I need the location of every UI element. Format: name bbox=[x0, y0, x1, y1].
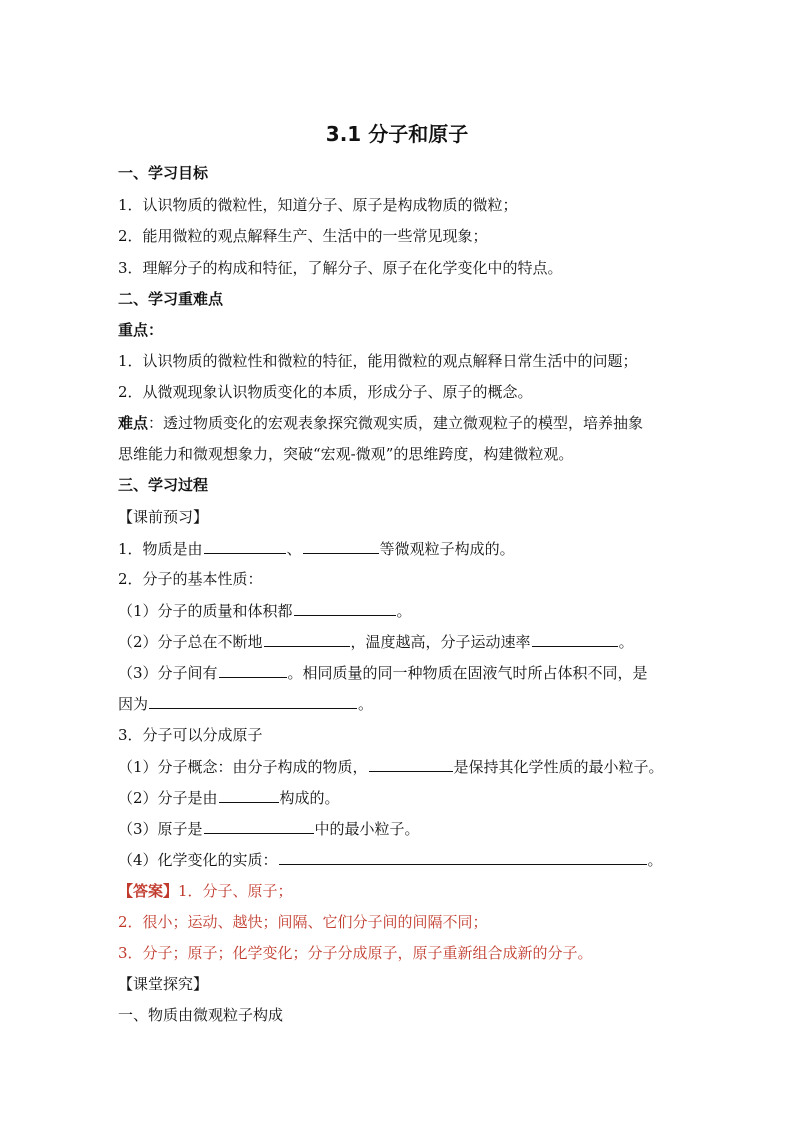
section-heading-keypoints: 二、学习重难点 bbox=[118, 290, 224, 308]
question-3-3-text-b: 中的最小粒子。 bbox=[314, 820, 420, 838]
answer-1: 1．分子、原子； bbox=[178, 882, 293, 900]
question-3-1-text-a: （1）分子概念：由分子构成的物质， bbox=[118, 758, 368, 776]
fill-blank[interactable] bbox=[204, 818, 314, 834]
key-item-1: 1．认识物质的微粒性和微粒的特征，能用微粒的观点解释日常生活中的问题； bbox=[118, 352, 638, 370]
fill-blank[interactable] bbox=[219, 787, 279, 803]
page-title: 3.1 分子和原子 bbox=[325, 122, 469, 146]
question-2-2-text-a: （2）分子总在不断地 bbox=[118, 633, 263, 651]
preview-label: 【课前预习】 bbox=[118, 508, 209, 526]
answer-label: 【答案】 bbox=[118, 882, 179, 900]
question-2-2-text-c: 。 bbox=[618, 633, 634, 651]
objective-item-1: 1．认识物质的微粒性，知道分子、原子是构成物质的微粒； bbox=[118, 196, 518, 214]
key-item-2: 2．从微观现象认识物质变化的本质，形成分子、原子的概念。 bbox=[118, 383, 533, 401]
question-2-1 bbox=[118, 600, 684, 621]
difficulty-line-2: 思维能力和微观想象力，突破“宏观-微观”的思维跨度，构建微粒观。 bbox=[118, 445, 574, 463]
question-3-2 bbox=[118, 787, 684, 808]
question-2-3-text-c: 因为 bbox=[118, 695, 149, 713]
question-1-sep: 、 bbox=[286, 540, 302, 558]
question-3-4-text-b: 。 bbox=[647, 851, 663, 869]
question-3-2-text-b: 构成的。 bbox=[279, 789, 340, 807]
question-2-2-text-b: ，温度越高，分子运动速率 bbox=[350, 633, 531, 651]
question-3-1 bbox=[118, 756, 684, 777]
question-1-text-a: 1．物质是由 bbox=[118, 540, 203, 558]
question-3-4-text-a: （4）化学变化的实质： bbox=[118, 851, 278, 869]
fill-blank[interactable] bbox=[264, 631, 350, 647]
fill-blank[interactable] bbox=[369, 756, 453, 772]
question-3-3-text-a: （3）原子是 bbox=[118, 820, 203, 838]
key-label: 重点： bbox=[118, 321, 164, 339]
question-2-3-text-d: 。 bbox=[358, 695, 374, 713]
question-3-4 bbox=[118, 849, 684, 870]
objective-item-2: 2．能用微粒的观点解释生产、生活中的一些常见现象； bbox=[118, 227, 488, 245]
class-explore-label: 【课堂探究】 bbox=[118, 975, 209, 993]
difficulty-label: 难点 bbox=[118, 414, 149, 432]
difficulty-text-1: ：透过物质变化的宏观表象探究微观实质，建立微观粒子的模型，培养抽象 bbox=[148, 414, 644, 432]
question-3: 3．分子可以分成原子 bbox=[118, 726, 263, 744]
question-3-2-text-a: （2）分子是由 bbox=[118, 789, 218, 807]
fill-blank[interactable] bbox=[294, 600, 396, 616]
question-2-3-text-a: （3）分子间有 bbox=[118, 664, 218, 682]
question-2: 2．分子的基本性质： bbox=[118, 570, 263, 588]
fill-blank[interactable] bbox=[204, 538, 286, 554]
question-3-1-text-b: 是保持其化学性质的最小粒子。 bbox=[453, 758, 664, 776]
question-1 bbox=[118, 538, 684, 559]
question-2-2 bbox=[118, 631, 684, 652]
fill-blank[interactable] bbox=[303, 538, 379, 554]
question-1-text-b: 等微观粒子构成的。 bbox=[379, 540, 515, 558]
fill-blank[interactable] bbox=[532, 631, 618, 647]
fill-blank[interactable] bbox=[149, 693, 357, 709]
section-heading-objectives: 一、学习目标 bbox=[118, 164, 209, 182]
question-2-3 bbox=[118, 662, 684, 683]
fill-blank[interactable] bbox=[219, 662, 287, 678]
section-heading-process: 三、学习过程 bbox=[118, 476, 209, 494]
answer-line-3: 3．分子；原子；化学变化；分子分成原子，原子重新组合成新的分子。 bbox=[118, 944, 593, 962]
difficulty-line-1 bbox=[118, 413, 684, 433]
class-explore-item-1: 一、物质由微观粒子构成 bbox=[118, 1006, 284, 1024]
objective-item-3: 3．理解分子的构成和特征，了解分子、原子在化学变化中的特点。 bbox=[118, 259, 563, 277]
question-2-3-text-b: 。相同质量的同一种物质在固液气时所占体积不同，是 bbox=[287, 664, 648, 682]
answer-line-1 bbox=[118, 881, 684, 901]
question-3-3 bbox=[118, 818, 684, 839]
fill-blank[interactable] bbox=[279, 849, 647, 865]
answer-line-2: 2．很小；运动、越快；间隔、它们分子间的间隔不同； bbox=[118, 913, 488, 931]
question-2-3-cont bbox=[118, 693, 684, 714]
question-2-1-text-b: 。 bbox=[396, 602, 412, 620]
question-2-1-text-a: （1）分子的质量和体积都 bbox=[118, 602, 293, 620]
